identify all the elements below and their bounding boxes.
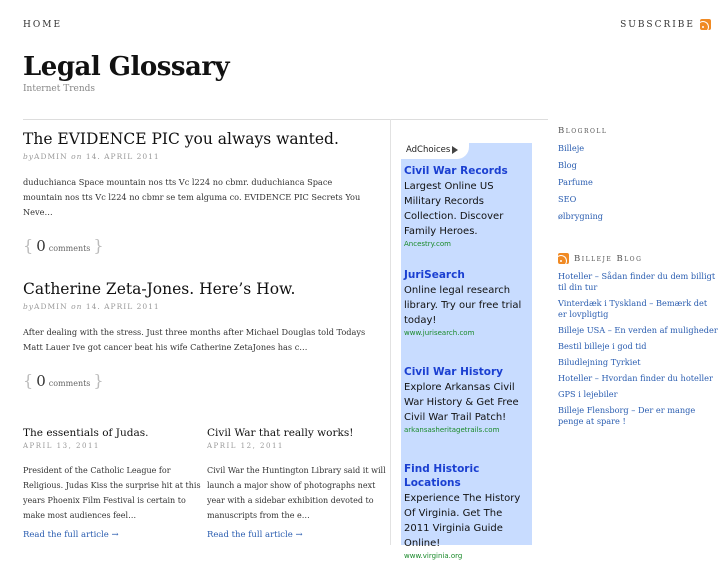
blogroll-link[interactable]: Blog [558, 160, 577, 170]
ad-title-link[interactable]: Civil War History [404, 366, 504, 378]
mini-post-excerpt: Civil War the Huntington Library said it will launch a major show of photographs next year with a sidebar exhibition devoted to manuscripts from the e… [207, 466, 386, 520]
brace-open: { [23, 371, 34, 390]
sidebar [558, 126, 718, 432]
blog-feed-title[interactable]: Billeje Blog [574, 253, 643, 264]
ad-url[interactable]: www.virginia.org [404, 552, 463, 560]
post-excerpt: duduchianca Space mountain nos tts Vc l224 no cbmr. duduchianca Space mountain nos tts Vc l224 no cbmr se tem alguma co. EVIDENCE PIC Secrets You Neve… [23, 177, 361, 217]
ad-text: Largest Online US Military Records Collection. Discover Family Heroes. [404, 181, 504, 237]
mini-post [207, 427, 387, 523]
comment-count: 0 [36, 372, 46, 390]
blog-feed-link[interactable]: GPS i lejebiler [558, 389, 618, 399]
site-subtitle: Internet Trends [23, 84, 96, 94]
blog-feed-link[interactable]: Vinterdæk i Tyskland – Bemærk det er lovpligtig [558, 298, 708, 319]
ad-text: Experience The History Of Virginia. Get The 2011 Virginia Guide Online! [404, 493, 521, 549]
blog-feed-link[interactable]: Hoteller – Sådan finder du dem billigt til din tur [558, 271, 716, 292]
post-author[interactable]: ADMIN [34, 152, 68, 161]
ad-url[interactable]: Ancestry.com [404, 240, 451, 248]
read-more-link[interactable]: Read the full article → [207, 530, 303, 540]
ad-unit[interactable] [404, 268, 528, 338]
adchoices-icon [452, 146, 458, 154]
blog-feed-link[interactable]: Bestil billeje i god tid [558, 341, 647, 351]
ad-unit[interactable] [404, 365, 528, 435]
comments-link[interactable] [23, 236, 373, 255]
divider [23, 119, 390, 120]
meta-on: on [71, 152, 83, 161]
ad-unit[interactable] [404, 164, 528, 249]
ad-url[interactable]: www.jurisearch.com [404, 329, 475, 337]
meta-on: on [71, 302, 83, 311]
ad-text: Explore Arkansas Civil War History & Get Free Civil War Trail Patch! [404, 382, 519, 423]
ad-url[interactable]: arkansasheritagetrails.com [404, 426, 500, 434]
mini-post-title-link[interactable]: The essentials of Judas. [23, 427, 149, 439]
ad-unit[interactable] [404, 462, 528, 561]
blogroll-link[interactable]: SEO [558, 194, 577, 204]
blog-feed-link[interactable]: Biludlejning Tyrkiet [558, 357, 641, 367]
read-more-link[interactable]: Read the full article → [23, 530, 119, 540]
subscribe-label: SUBSCRIBE [620, 19, 695, 30]
blog-feed-link[interactable]: Billeje Flensborg – Der er mange penge at spare ! [558, 405, 696, 426]
mini-post-excerpt: President of the Catholic League for Religious. Judas Kiss the surprise hit at this years Phoenix Film Festival is certain to make most audiences feel… [23, 466, 201, 520]
post [23, 130, 373, 255]
blogroll-link[interactable]: ølbrygning [558, 211, 603, 221]
mini-post-date: APRIL 13, 2011 [23, 442, 100, 450]
mini-post-title-link[interactable]: Civil War that really works! [207, 427, 354, 439]
blog-feed-link[interactable]: Hoteller – Hvordan finder du hoteller [558, 373, 713, 383]
rss-icon[interactable] [700, 19, 711, 30]
brace-open: { [23, 236, 34, 255]
site-title[interactable]: Legal Glossary [23, 52, 230, 82]
meta-by: by [23, 302, 35, 311]
comment-label: comments [48, 244, 91, 253]
ad-title-link[interactable]: JuriSearch [404, 269, 465, 281]
post-title-link[interactable]: The EVIDENCE PIC you always wanted. [23, 130, 339, 148]
mini-post-date: APRIL 12, 2011 [207, 442, 284, 450]
comment-count: 0 [36, 237, 46, 255]
post-author[interactable]: ADMIN [34, 302, 68, 311]
divider [390, 119, 548, 120]
ad-title-link[interactable]: Civil War Records [404, 165, 508, 177]
brace-close: } [93, 236, 104, 255]
subscribe-link[interactable] [620, 19, 711, 30]
blog-feed-link[interactable]: Billeje USA – En verden af muligheder [558, 325, 718, 335]
blogroll-list [558, 143, 718, 222]
adchoices-button[interactable] [401, 143, 469, 159]
post-date: 14. APRIL 2011 [85, 152, 160, 161]
comment-label: comments [48, 379, 91, 388]
meta-by: by [23, 152, 35, 161]
nav-home-link[interactable]: HOME [23, 20, 63, 30]
post-meta [23, 302, 373, 311]
blogroll-link[interactable]: Billeje [558, 143, 585, 153]
ad-text: Online legal research library. Try our free trial today! [404, 285, 522, 326]
brace-close: } [93, 371, 104, 390]
blogroll-heading: Blogroll [558, 126, 608, 136]
top-nav [0, 0, 727, 46]
comments-link[interactable] [23, 371, 373, 390]
column-divider [390, 119, 391, 545]
post-excerpt: After dealing with the stress. Just three months after Michael Douglas told Todays Matt Lauer Ive got cancer beat his wife Catherine ZetaJones has c… [23, 327, 366, 352]
blog-feed-heading [558, 253, 718, 264]
blogroll-link[interactable]: Parfume [558, 177, 593, 187]
ad-title-link[interactable]: Find Historic Locations [404, 463, 480, 489]
mini-post [23, 427, 203, 523]
rss-icon[interactable] [558, 253, 569, 264]
post-title-link[interactable]: Catherine Zeta-Jones. Here’s How. [23, 280, 296, 298]
adchoices-label: AdChoices [406, 145, 451, 155]
post [23, 280, 373, 390]
post-meta [23, 152, 373, 161]
post-date: 14. APRIL 2011 [85, 302, 160, 311]
blog-feed-list [558, 271, 718, 427]
